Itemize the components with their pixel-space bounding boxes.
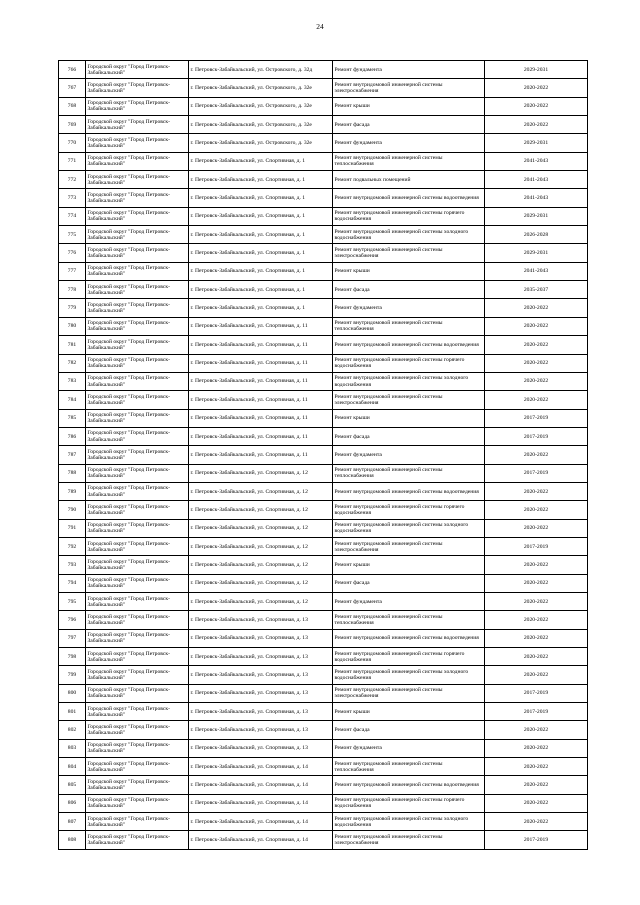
municipality-cell: Городской округ "Город Петровск-Забайкальский" (86, 244, 189, 262)
period-cell: 2020-2022 (485, 317, 588, 335)
table-row (59, 409, 588, 427)
row-number-cell: 800 (59, 684, 86, 702)
address-cell: г. Петровск-Забайкальский, ул. Спортивная, д. 13 (189, 666, 333, 684)
table-row (59, 537, 588, 555)
address-cell: г. Петровск-Забайкальский, ул. Спортивная, д. 1 (189, 262, 333, 280)
work-type-cell: Ремонт фундамента (333, 739, 485, 757)
work-type-cell: Ремонт фундамента (333, 299, 485, 317)
work-type-cell: Ремонт внутридомовой инженерной системы электроснабжения (333, 244, 485, 262)
period-cell: 2020-2022 (485, 299, 588, 317)
table-row (59, 262, 588, 280)
period-cell: 2020-2022 (485, 739, 588, 757)
work-type-cell: Ремонт внутридомовой инженерной системы водоотведения (333, 629, 485, 647)
address-cell: г. Петровск-Забайкальский, ул. Спортивная, д. 1 (189, 152, 333, 170)
row-number-cell: 786 (59, 427, 86, 445)
row-number-cell: 770 (59, 134, 86, 152)
table-row (59, 813, 588, 831)
municipality-cell: Городской округ "Город Петровск-Забайкальский" (86, 776, 189, 794)
period-cell: 2020-2022 (485, 79, 588, 97)
work-type-cell: Ремонт фундамента (333, 61, 485, 79)
address-cell: г. Петровск-Забайкальский, ул. Спортивная, д. 12 (189, 592, 333, 610)
table-row (59, 739, 588, 757)
address-cell: г. Петровск-Забайкальский, ул. Спортивная, д. 1 (189, 299, 333, 317)
work-type-cell: Ремонт фасада (333, 721, 485, 739)
period-cell: 2020-2022 (485, 556, 588, 574)
table-row (59, 61, 588, 79)
municipality-cell: Городской округ "Город Петровск-Забайкальский" (86, 721, 189, 739)
row-number-cell: 775 (59, 226, 86, 244)
row-number-cell: 772 (59, 171, 86, 189)
table-row (59, 666, 588, 684)
period-cell: 2020-2022 (485, 97, 588, 115)
address-cell: г. Петровск-Забайкальский, ул. Спортивная, д. 12 (189, 537, 333, 555)
municipality-cell: Городской округ "Город Петровск-Забайкальский" (86, 758, 189, 776)
municipality-cell: Городской округ "Город Петровск-Забайкальский" (86, 61, 189, 79)
row-number-cell: 782 (59, 354, 86, 372)
address-cell: г. Петровск-Забайкальский, ул. Спортивная, д. 11 (189, 446, 333, 464)
municipality-cell: Городской округ "Город Петровск-Забайкальский" (86, 134, 189, 152)
municipality-cell: Городской округ "Город Петровск-Забайкальский" (86, 226, 189, 244)
municipality-cell: Городской округ "Город Петровск-Забайкальский" (86, 372, 189, 390)
period-cell: 2017-2019 (485, 427, 588, 445)
municipality-cell: Городской округ "Город Петровск-Забайкальский" (86, 831, 189, 849)
row-number-cell: 768 (59, 97, 86, 115)
address-cell: г. Петровск-Забайкальский, ул. Спортивная, д. 1 (189, 226, 333, 244)
work-type-cell: Ремонт фундамента (333, 592, 485, 610)
address-cell: г. Петровск-Забайкальский, ул. Спортивная, д. 12 (189, 574, 333, 592)
address-cell: г. Петровск-Забайкальский, ул. Островского, д. 32е (189, 116, 333, 134)
period-cell: 2020-2022 (485, 794, 588, 812)
address-cell: г. Петровск-Забайкальский, ул. Спортивная, д. 12 (189, 464, 333, 482)
table-row (59, 556, 588, 574)
table-row (59, 464, 588, 482)
work-type-cell: Ремонт внутридомовой инженерной системы горячего водоснабжения (333, 794, 485, 812)
table-row (59, 134, 588, 152)
municipality-cell: Городской округ "Город Петровск-Забайкальский" (86, 482, 189, 500)
row-number-cell: 781 (59, 336, 86, 354)
address-cell: г. Петровск-Забайкальский, ул. Спортивная, д. 12 (189, 556, 333, 574)
row-number-cell: 784 (59, 391, 86, 409)
row-number-cell: 774 (59, 207, 86, 225)
table-row (59, 684, 588, 702)
table-row (59, 354, 588, 372)
address-cell: г. Петровск-Забайкальский, ул. Спортивная, д. 13 (189, 684, 333, 702)
page-number: 24 (316, 22, 324, 31)
period-cell: 2029-2031 (485, 207, 588, 225)
work-type-cell: Ремонт внутридомовой инженерной системы электроснабжения (333, 537, 485, 555)
period-cell: 2020-2022 (485, 446, 588, 464)
work-type-cell: Ремонт внутридомовой инженерной системы водоотведения (333, 482, 485, 500)
municipality-cell: Городской округ "Город Петровск-Забайкальский" (86, 409, 189, 427)
work-type-cell: Ремонт подвальных помещений (333, 171, 485, 189)
period-cell: 2020-2022 (485, 482, 588, 500)
row-number-cell: 769 (59, 116, 86, 134)
municipality-cell: Городской округ "Город Петровск-Забайкальский" (86, 79, 189, 97)
table-row (59, 592, 588, 610)
municipality-cell: Городской округ "Город Петровск-Забайкальский" (86, 336, 189, 354)
table-row (59, 611, 588, 629)
address-cell: г. Петровск-Забайкальский, ул. Спортивная, д. 13 (189, 721, 333, 739)
municipality-cell: Городской округ "Город Петровск-Забайкальский" (86, 666, 189, 684)
table-row (59, 244, 588, 262)
period-cell: 2017-2019 (485, 684, 588, 702)
municipality-cell: Городской округ "Город Петровск-Забайкальский" (86, 317, 189, 335)
row-number-cell: 802 (59, 721, 86, 739)
row-number-cell: 780 (59, 317, 86, 335)
row-number-cell: 766 (59, 61, 86, 79)
table-row (59, 171, 588, 189)
address-cell: г. Петровск-Забайкальский, ул. Спортивная, д. 12 (189, 482, 333, 500)
period-cell: 2017-2019 (485, 464, 588, 482)
work-type-cell: Ремонт внутридомовой инженерной системы теплоснабжения (333, 464, 485, 482)
period-cell: 2020-2022 (485, 592, 588, 610)
row-number-cell: 788 (59, 464, 86, 482)
address-cell: г. Петровск-Забайкальский, ул. Спортивная, д. 14 (189, 813, 333, 831)
municipality-cell: Городской округ "Город Петровск-Забайкальский" (86, 703, 189, 721)
row-number-cell: 796 (59, 611, 86, 629)
work-type-cell: Ремонт внутридомовой инженерной системы теплоснабжения (333, 317, 485, 335)
municipality-cell: Городской округ "Город Петровск-Забайкальский" (86, 116, 189, 134)
address-cell: г. Петровск-Забайкальский, ул. Островского, д. 32д (189, 61, 333, 79)
address-cell: г. Петровск-Забайкальский, ул. Спортивная, д. 1 (189, 189, 333, 207)
row-number-cell: 801 (59, 703, 86, 721)
table-row (59, 758, 588, 776)
municipality-cell: Городской округ "Город Петровск-Забайкальский" (86, 794, 189, 812)
repair-schedule-table (58, 60, 588, 850)
work-type-cell: Ремонт внутридомовой инженерной системы холодного водоснабжения (333, 226, 485, 244)
period-cell: 2029-2031 (485, 244, 588, 262)
municipality-cell: Городской округ "Город Петровск-Забайкальский" (86, 281, 189, 299)
period-cell: 2017-2019 (485, 831, 588, 849)
row-number-cell: 777 (59, 262, 86, 280)
address-cell: г. Петровск-Забайкальский, ул. Спортивная, д. 14 (189, 831, 333, 849)
address-cell: г. Петровск-Забайкальский, ул. Спортивная, д. 14 (189, 758, 333, 776)
row-number-cell: 794 (59, 574, 86, 592)
address-cell: г. Петровск-Забайкальский, ул. Спортивная, д. 11 (189, 354, 333, 372)
address-cell: г. Петровск-Забайкальский, ул. Спортивная, д. 12 (189, 519, 333, 537)
work-type-cell: Ремонт внутридомовой инженерной системы горячего водоснабжения (333, 501, 485, 519)
row-number-cell: 789 (59, 482, 86, 500)
row-number-cell: 795 (59, 592, 86, 610)
work-type-cell: Ремонт внутридомовой инженерной системы горячего водоснабжения (333, 648, 485, 666)
municipality-cell: Городской округ "Город Петровск-Забайкальский" (86, 556, 189, 574)
address-cell: г. Петровск-Забайкальский, ул. Спортивная, д. 11 (189, 317, 333, 335)
work-type-cell: Ремонт внутридомовой инженерной системы теплоснабжения (333, 152, 485, 170)
row-number-cell: 793 (59, 556, 86, 574)
work-type-cell: Ремонт внутридомовой инженерной системы водоотведения (333, 189, 485, 207)
address-cell: г. Петровск-Забайкальский, ул. Спортивная, д. 11 (189, 336, 333, 354)
municipality-cell: Городской округ "Город Петровск-Забайкальский" (86, 611, 189, 629)
table-row (59, 519, 588, 537)
period-cell: 2041-2043 (485, 171, 588, 189)
row-number-cell: 779 (59, 299, 86, 317)
row-number-cell: 799 (59, 666, 86, 684)
period-cell: 2026-2028 (485, 226, 588, 244)
address-cell: г. Петровск-Забайкальский, ул. Островского, д. 32е (189, 79, 333, 97)
address-cell: г. Петровск-Забайкальский, ул. Островского, д. 32е (189, 97, 333, 115)
address-cell: г. Петровск-Забайкальский, ул. Спортивная, д. 13 (189, 648, 333, 666)
address-cell: г. Петровск-Забайкальский, ул. Спортивная, д. 13 (189, 629, 333, 647)
period-cell: 2017-2019 (485, 703, 588, 721)
table-row (59, 574, 588, 592)
period-cell: 2020-2022 (485, 354, 588, 372)
address-cell: г. Петровск-Забайкальский, ул. Спортивная, д. 13 (189, 739, 333, 757)
municipality-cell: Городской округ "Город Петровск-Забайкальский" (86, 152, 189, 170)
table-row (59, 152, 588, 170)
row-number-cell: 792 (59, 537, 86, 555)
period-cell: 2020-2022 (485, 611, 588, 629)
address-cell: г. Петровск-Забайкальский, ул. Спортивная, д. 11 (189, 372, 333, 390)
row-number-cell: 778 (59, 281, 86, 299)
period-cell: 2020-2022 (485, 776, 588, 794)
address-cell: г. Петровск-Забайкальский, ул. Спортивная, д. 14 (189, 794, 333, 812)
period-cell: 2020-2022 (485, 666, 588, 684)
municipality-cell: Городской округ "Город Петровск-Забайкальский" (86, 464, 189, 482)
work-type-cell: Ремонт крыши (333, 262, 485, 280)
address-cell: г. Петровск-Забайкальский, ул. Островского, д. 32е (189, 134, 333, 152)
municipality-cell: Городской округ "Город Петровск-Забайкальский" (86, 391, 189, 409)
work-type-cell: Ремонт внутридомовой инженерной системы водоотведения (333, 336, 485, 354)
table-row (59, 721, 588, 739)
period-cell: 2020-2022 (485, 336, 588, 354)
table-row (59, 648, 588, 666)
address-cell: г. Петровск-Забайкальский, ул. Спортивная, д. 1 (189, 207, 333, 225)
period-cell: 2020-2022 (485, 648, 588, 666)
work-type-cell: Ремонт внутридомовой инженерной системы электроснабжения (333, 79, 485, 97)
work-type-cell: Ремонт фасада (333, 116, 485, 134)
work-type-cell: Ремонт внутридомовой инженерной системы электроснабжения (333, 391, 485, 409)
work-type-cell: Ремонт внутридомовой инженерной системы теплоснабжения (333, 611, 485, 629)
municipality-cell: Городской округ "Город Петровск-Забайкальский" (86, 813, 189, 831)
period-cell: 2020-2022 (485, 501, 588, 519)
table-row (59, 336, 588, 354)
work-type-cell: Ремонт фундамента (333, 134, 485, 152)
row-number-cell: 791 (59, 519, 86, 537)
address-cell: г. Петровск-Забайкальский, ул. Спортивная, д. 13 (189, 611, 333, 629)
table-row (59, 317, 588, 335)
row-number-cell: 805 (59, 776, 86, 794)
work-type-cell: Ремонт внутридомовой инженерной системы холодного водоснабжения (333, 519, 485, 537)
work-type-cell: Ремонт внутридомовой инженерной системы водоотведения (333, 776, 485, 794)
table-row (59, 831, 588, 849)
table-row (59, 226, 588, 244)
municipality-cell: Городской округ "Город Петровск-Забайкальский" (86, 629, 189, 647)
address-cell: г. Петровск-Забайкальский, ул. Спортивная, д. 14 (189, 776, 333, 794)
table-row (59, 299, 588, 317)
work-type-cell: Ремонт крыши (333, 409, 485, 427)
table-row (59, 189, 588, 207)
row-number-cell: 773 (59, 189, 86, 207)
row-number-cell: 767 (59, 79, 86, 97)
municipality-cell: Городской округ "Город Петровск-Забайкальский" (86, 207, 189, 225)
row-number-cell: 807 (59, 813, 86, 831)
municipality-cell: Городской округ "Город Петровск-Забайкальский" (86, 171, 189, 189)
work-type-cell: Ремонт фасада (333, 574, 485, 592)
period-cell: 2020-2022 (485, 629, 588, 647)
municipality-cell: Городской округ "Город Петровск-Забайкальский" (86, 592, 189, 610)
row-number-cell: 806 (59, 794, 86, 812)
row-number-cell: 790 (59, 501, 86, 519)
table-row (59, 116, 588, 134)
table-row (59, 629, 588, 647)
work-type-cell: Ремонт крыши (333, 97, 485, 115)
municipality-cell: Городской округ "Город Петровск-Забайкальский" (86, 427, 189, 445)
row-number-cell: 804 (59, 758, 86, 776)
work-type-cell: Ремонт крыши (333, 703, 485, 721)
address-cell: г. Петровск-Забайкальский, ул. Спортивная, д. 11 (189, 427, 333, 445)
row-number-cell: 787 (59, 446, 86, 464)
period-cell: 2020-2022 (485, 391, 588, 409)
work-type-cell: Ремонт фундамента (333, 446, 485, 464)
period-cell: 2020-2022 (485, 574, 588, 592)
municipality-cell: Городской округ "Город Петровск-Забайкальский" (86, 97, 189, 115)
row-number-cell: 785 (59, 409, 86, 427)
address-cell: г. Петровск-Забайкальский, ул. Спортивная, д. 1 (189, 171, 333, 189)
period-cell: 2029-2031 (485, 61, 588, 79)
table-row (59, 501, 588, 519)
work-type-cell: Ремонт внутридомовой инженерной системы горячего водоснабжения (333, 207, 485, 225)
table-row (59, 446, 588, 464)
municipality-cell: Городской округ "Город Петровск-Забайкальский" (86, 519, 189, 537)
period-cell: 2020-2022 (485, 519, 588, 537)
municipality-cell: Городской округ "Город Петровск-Забайкальский" (86, 739, 189, 757)
municipality-cell: Городской округ "Город Петровск-Забайкальский" (86, 354, 189, 372)
address-cell: г. Петровск-Забайкальский, ул. Спортивная, д. 11 (189, 409, 333, 427)
municipality-cell: Городской округ "Город Петровск-Забайкальский" (86, 446, 189, 464)
row-number-cell: 808 (59, 831, 86, 849)
municipality-cell: Городской округ "Город Петровск-Забайкальский" (86, 684, 189, 702)
municipality-cell: Городской округ "Город Петровск-Забайкальский" (86, 299, 189, 317)
work-type-cell: Ремонт внутридомовой инженерной системы холодного водоснабжения (333, 372, 485, 390)
table-row (59, 372, 588, 390)
table-body (59, 61, 588, 850)
municipality-cell: Городской округ "Город Петровск-Забайкальский" (86, 574, 189, 592)
row-number-cell: 776 (59, 244, 86, 262)
row-number-cell: 798 (59, 648, 86, 666)
address-cell: г. Петровск-Забайкальский, ул. Спортивная, д. 12 (189, 501, 333, 519)
row-number-cell: 797 (59, 629, 86, 647)
table-row (59, 482, 588, 500)
address-cell: г. Петровск-Забайкальский, ул. Спортивная, д. 11 (189, 391, 333, 409)
period-cell: 2020-2022 (485, 116, 588, 134)
work-type-cell: Ремонт внутридомовой инженерной системы холодного водоснабжения (333, 813, 485, 831)
table-row (59, 703, 588, 721)
table-row (59, 79, 588, 97)
work-type-cell: Ремонт внутридомовой инженерной системы горячего водоснабжения (333, 354, 485, 372)
period-cell: 2017-2019 (485, 537, 588, 555)
period-cell: 2020-2022 (485, 372, 588, 390)
period-cell: 2020-2022 (485, 758, 588, 776)
period-cell: 2041-2043 (485, 262, 588, 280)
table-row (59, 776, 588, 794)
table-row (59, 281, 588, 299)
work-type-cell: Ремонт фасада (333, 281, 485, 299)
row-number-cell: 771 (59, 152, 86, 170)
work-type-cell: Ремонт внутридомовой инженерной системы электроснабжения (333, 831, 485, 849)
period-cell: 2041-2043 (485, 152, 588, 170)
address-cell: г. Петровск-Забайкальский, ул. Спортивная, д. 1 (189, 281, 333, 299)
period-cell: 2029-2031 (485, 134, 588, 152)
address-cell: г. Петровск-Забайкальский, ул. Спортивная, д. 13 (189, 703, 333, 721)
work-type-cell: Ремонт крыши (333, 556, 485, 574)
period-cell: 2035-2037 (485, 281, 588, 299)
table-row (59, 794, 588, 812)
table-row (59, 427, 588, 445)
table-row (59, 207, 588, 225)
work-type-cell: Ремонт внутридомовой инженерной системы теплоснабжения (333, 758, 485, 776)
work-type-cell: Ремонт внутридомовой инженерной системы электроснабжения (333, 684, 485, 702)
municipality-cell: Городской округ "Город Петровск-Забайкальский" (86, 648, 189, 666)
municipality-cell: Городской округ "Город Петровск-Забайкальский" (86, 537, 189, 555)
work-type-cell: Ремонт фасада (333, 427, 485, 445)
table-row (59, 391, 588, 409)
row-number-cell: 803 (59, 739, 86, 757)
address-cell: г. Петровск-Забайкальский, ул. Спортивная, д. 1 (189, 244, 333, 262)
municipality-cell: Городской округ "Город Петровск-Забайкальский" (86, 189, 189, 207)
period-cell: 2017-2019 (485, 409, 588, 427)
table-row (59, 97, 588, 115)
municipality-cell: Городской округ "Город Петровск-Забайкальский" (86, 262, 189, 280)
period-cell: 2020-2022 (485, 813, 588, 831)
municipality-cell: Городской округ "Город Петровск-Забайкальский" (86, 501, 189, 519)
period-cell: 2020-2022 (485, 721, 588, 739)
row-number-cell: 783 (59, 372, 86, 390)
period-cell: 2041-2043 (485, 189, 588, 207)
work-type-cell: Ремонт внутридомовой инженерной системы холодного водоснабжения (333, 666, 485, 684)
